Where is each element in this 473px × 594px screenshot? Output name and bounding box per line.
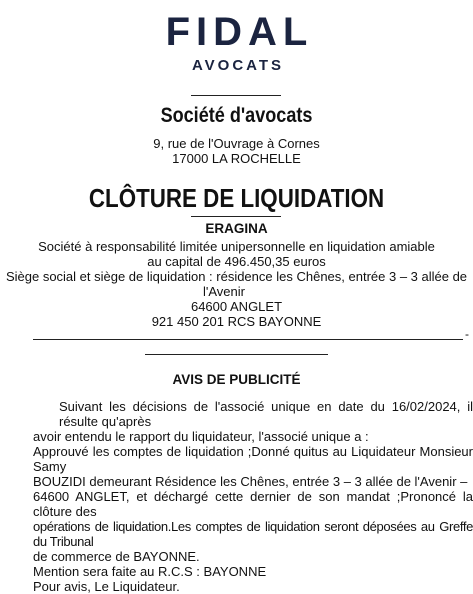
- avis-p2-line3: 64600 ANGLET, et déchargé cette dernier de son mandat ;Prononcé la clôture des: [33, 489, 473, 519]
- separator-long: [33, 339, 463, 340]
- logo-subtitle: AVOCATS: [191, 57, 285, 74]
- firm-address-line1: 9, rue de l'Ouvrage à Cornes: [153, 136, 320, 151]
- company-type: Société à responsabilité limitée unipersonnelle en liquidation amiable: [38, 239, 435, 254]
- avis-body: [33, 399, 473, 594]
- avis-title: AVIS DE PUBLICITÉ: [172, 372, 301, 387]
- divider-top: [191, 95, 281, 96]
- avis-p2-line4: opérations de liquidation.Les comptes de liquidation seront déposées au Greffe du Tribunal: [33, 519, 473, 549]
- firm-title: Société d'avocats: [160, 104, 313, 127]
- company-name: ERAGINA: [205, 221, 268, 236]
- company-city: 64600 ANGLET: [190, 299, 283, 314]
- company-rcs: 921 450 201 RCS BAYONNE: [151, 314, 322, 329]
- company-capital: au capital de 496.450,35 euros: [147, 254, 326, 269]
- firm-address-line2: 17000 LA ROCHELLE: [172, 151, 301, 166]
- divider-headline: [191, 216, 281, 217]
- avis-p4: Pour avis, Le Liquidateur.: [33, 579, 180, 594]
- separator-dash: -: [465, 327, 469, 341]
- avis-p1-line2: avoir entendu le rapport du liquidateur, l'associé unique a :: [33, 429, 369, 444]
- notice-headline: CLÔTURE DE LIQUIDATION: [88, 183, 385, 213]
- avis-p1-line1: Suivant les décisions de l'associé unique en date du 16/02/2024, il résulte qu'après: [59, 399, 473, 429]
- separator-short: [145, 354, 328, 355]
- avis-p2-line1: Approuvé les comptes de liquidation ;Donné quitus au Liquidateur Monsieur Samy: [33, 444, 473, 474]
- fidal-logo: [0, 10, 473, 76]
- logo-name: FIDAL: [165, 10, 314, 54]
- company-seat-line2: l'Avenir: [203, 284, 245, 299]
- avis-p2-line5: de commerce de BAYONNE.: [33, 549, 200, 564]
- avis-p3: Mention sera faite au R.C.S : BAYONNE: [33, 564, 267, 579]
- avis-p2-line2: BOUZIDI demeurant Résidence les Chênes, entrée 3 – 3 allée de l'Avenir –: [33, 474, 468, 489]
- company-seat-line1: Siège social et siège de liquidation : résidence les Chênes, entrée 3 – 3 allée de: [5, 269, 468, 284]
